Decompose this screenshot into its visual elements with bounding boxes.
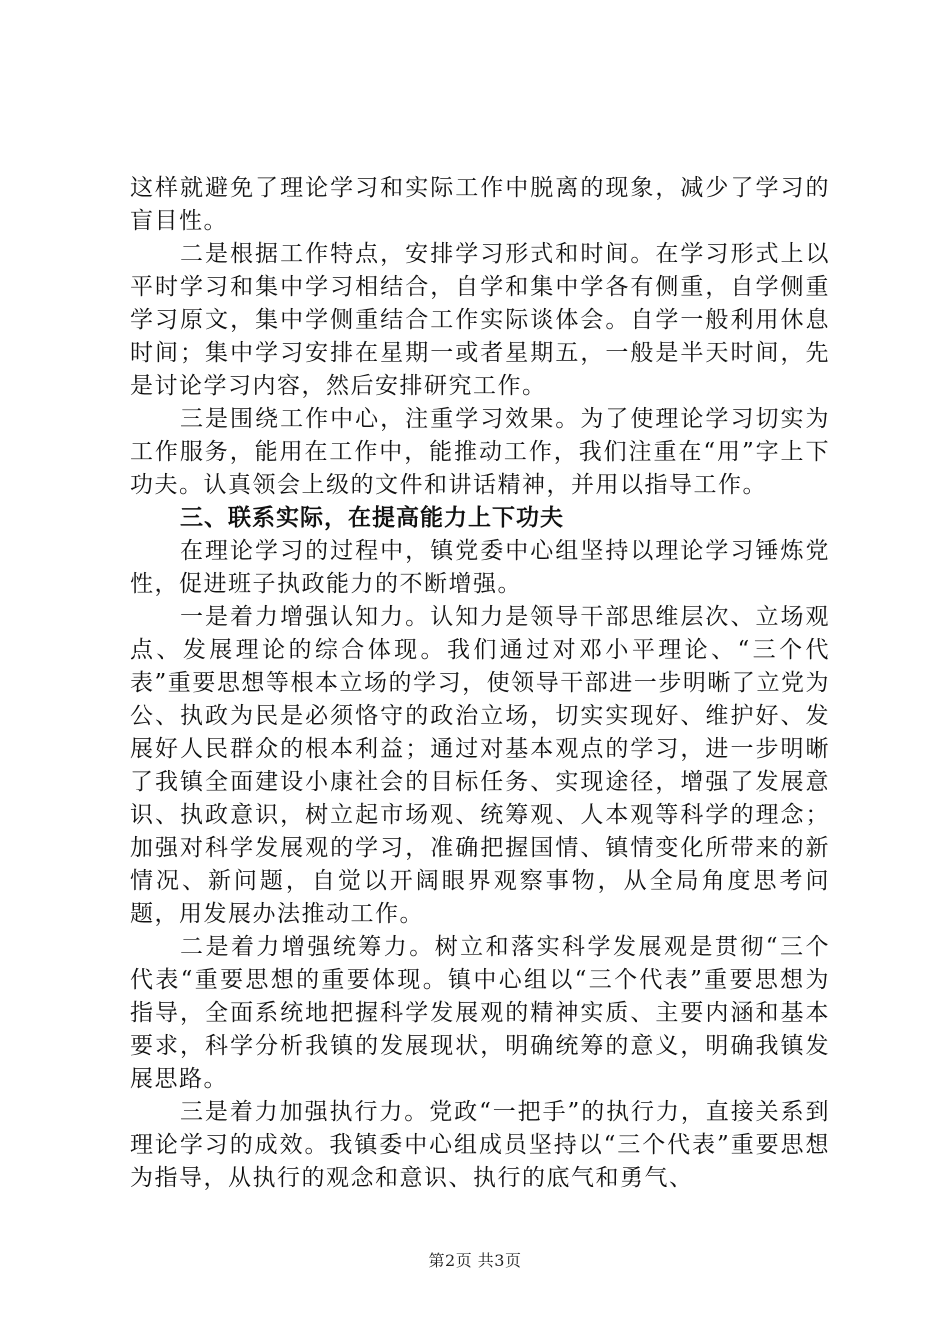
paragraph-study-schedule: 二是根据工作特点，安排学习形式和时间。在学习形式上以平时学习和集中学习相结合，自学和集中学各有侧重，自学侧重学习原文，集中学侧重结合工作实际谈体会。自学一般利用休息时间；集中学习安排在星期一或者星期五，一般是半天时间，先是讨论学习内容，然后安排研究工作。 — [130, 241, 830, 399]
paragraph-study-effect: 三是围绕工作中心，注重学习效果。为了使理论学习切实为工作服务，能用在工作中，能推动工作，我们注重在“用”字上下功夫。认真领会上级的文件和讲话精神，并用以指导工作。 — [130, 406, 830, 498]
paragraph-continuation: 这样就避免了理论学习和实际工作中脱离的现象，减少了学习的盲目性。 — [130, 175, 830, 234]
paragraph-coordination: 二是着力增强统筹力。树立和落实科学发展观是贯彻“三个代表“重要思想的重要体现。镇中心组以“三个代表”重要思想为指导，全面系统地把握科学发展观的精神实质、主要内涵和基本要求，科学分析我镇的发展现状，明确统筹的意义，明确我镇发展思路。 — [130, 934, 830, 1092]
paragraph-execution: 三是着力加强执行力。党政“一把手”的执行力，直接关系到理论学习的成效。我镇委中心组成员坚持以“三个代表”重要思想为指导，从执行的观念和意识、执行的底气和勇气、 — [130, 1099, 830, 1191]
paragraph-cognition: 一是着力增强认知力。认知力是领导干部思维层次、立场观点、发展理论的综合体现。我们通过对邓小平理论、“三个代表”重要思想等根本立场的学习，使领导干部进一步明晰了立党为公、执政为民是必须恪守的政治立场，切实实现好、维护好、发展好人民群众的根本利益；通过对基本观点的学习，进一步明晰了我镇全面建设小康社会的目标任务、实现途径，增强了发展意识、执政意识，树立起市场观、统筹观、人本观等科学的理念；加强对科学发展观的学习，准确把握国情、镇情变化所带来的新情况、新问题，自觉以开阔眼界观察事物，从全局角度思考问题，用发展办法推动工作。 — [130, 604, 830, 927]
page-number-footer: 第2页 共3页 — [428, 1251, 522, 1270]
document-body — [130, 172, 830, 1195]
section-heading: 三、联系实际，在提高能力上下功夫 — [180, 505, 564, 531]
paragraph-section-intro: 在理论学习的过程中，镇党委中心组坚持以理论学习锤炼党性，促进班子执政能力的不断增强。 — [130, 538, 830, 597]
